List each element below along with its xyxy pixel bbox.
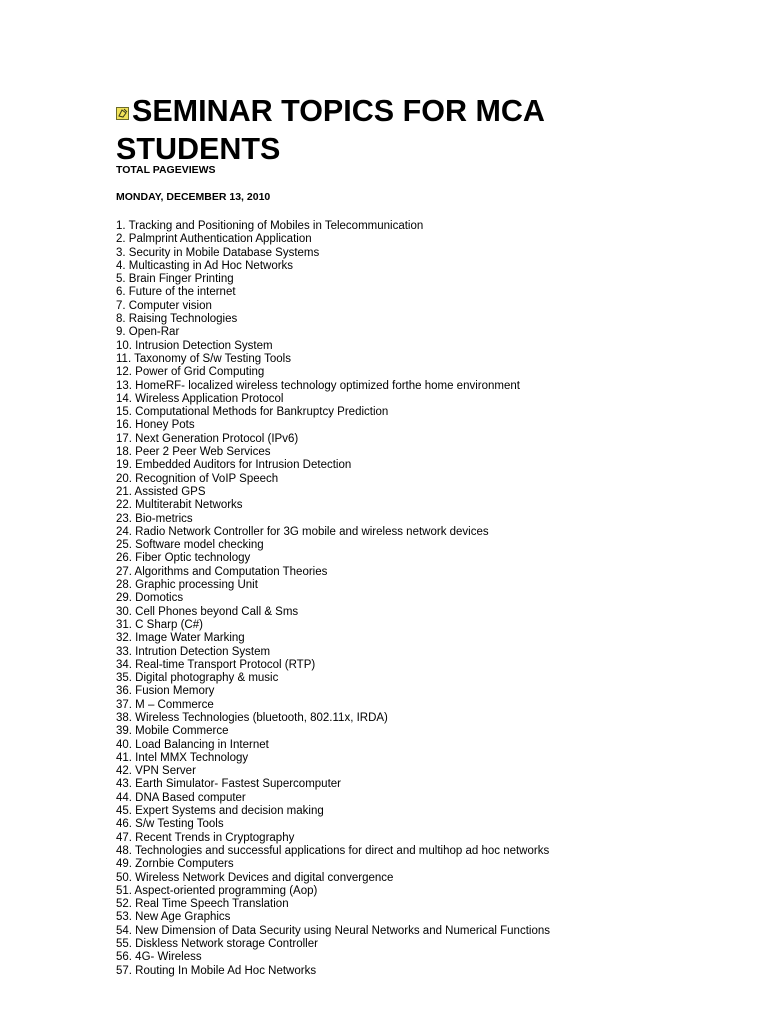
- list-item: 52. Real Time Speech Translation: [116, 898, 289, 911]
- list-item: 8. Raising Technologies: [116, 313, 238, 326]
- list-item: 30. Cell Phones beyond Call & Sms: [116, 605, 299, 618]
- list-item: 39. Mobile Commerce: [116, 725, 229, 738]
- broken-image-icon: [116, 107, 129, 120]
- topic-list: [116, 220, 736, 978]
- list-item: 49. Zornbie Computers: [116, 858, 234, 871]
- list-item: 25. Software model checking: [116, 539, 264, 552]
- list-item: 31. C Sharp (C#): [116, 618, 203, 631]
- list-item: 55. Diskless Network storage Controller: [116, 938, 318, 951]
- list-item: 16. Honey Pots: [116, 419, 195, 432]
- page-title-text: SEMINAR TOPICS FOR MCA STUDENTS: [116, 94, 544, 166]
- list-item: 21. Assisted GPS: [116, 485, 206, 498]
- list-item: 7. Computer vision: [116, 299, 212, 312]
- list-item: 27. Algorithms and Computation Theories: [116, 565, 328, 578]
- list-item: 51. Aspect-oriented programming (Aop): [116, 884, 318, 897]
- list-item: 22. Multiterabit Networks: [116, 499, 243, 512]
- list-item: 44. DNA Based computer: [116, 791, 246, 804]
- list-item: 5. Brain Finger Printing: [116, 273, 234, 286]
- list-item: 10. Intrusion Detection System: [116, 339, 273, 352]
- list-item: 37. M – Commerce: [116, 698, 214, 711]
- list-item: 2. Palmprint Authentication Application: [116, 233, 312, 246]
- list-item: 29. Domotics: [116, 592, 184, 605]
- list-item: 14. Wireless Application Protocol: [116, 392, 284, 405]
- list-item: 18. Peer 2 Peer Web Services: [116, 446, 271, 459]
- list-item: 4. Multicasting in Ad Hoc Networks: [116, 259, 294, 272]
- list-item: 1. Tracking and Positioning of Mobiles in Telecommunication: [116, 220, 424, 232]
- list-item: 9. Open-Rar: [116, 326, 180, 339]
- list-item: 35. Digital photography & music: [116, 672, 279, 685]
- page-title: [116, 92, 716, 168]
- list-item: 56. 4G- Wireless: [116, 951, 202, 964]
- list-item: 6. Future of the internet: [116, 286, 236, 299]
- list-item: 50. Wireless Network Devices and digital convergence: [116, 871, 394, 884]
- list-item: 54. New Dimension of Data Security using Neural Networks and Numerical Functions: [116, 924, 550, 937]
- list-item: 43. Earth Simulator- Fastest Supercomputer: [116, 778, 341, 791]
- list-item: 11. Taxonomy of S/w Testing Tools: [116, 352, 291, 365]
- list-item: 23. Bio-metrics: [116, 512, 193, 525]
- list-item: 48. Technologies and successful applications for direct and multihop ad hoc networks: [116, 844, 550, 857]
- list-item: 57. Routing In Mobile Ad Hoc Networks: [116, 964, 317, 977]
- list-item: 36. Fusion Memory: [116, 685, 215, 698]
- list-item: 26. Fiber Optic technology: [116, 552, 251, 565]
- list-item: 24. Radio Network Controller for 3G mobile and wireless network devices: [116, 525, 489, 538]
- list-item: 20. Recognition of VoIP Speech: [116, 472, 279, 485]
- list-item: 45. Expert Systems and decision making: [116, 805, 324, 818]
- list-item: 40. Load Balancing in Internet: [116, 738, 269, 751]
- list-item: 33. Intrution Detection System: [116, 645, 271, 658]
- total-pageviews-label: TOTAL PAGEVIEWS: [116, 164, 216, 176]
- list-item: 19. Embedded Auditors for Intrusion Detection: [116, 459, 352, 472]
- list-item: 3. Security in Mobile Database Systems: [116, 246, 320, 259]
- list-item: 53. New Age Graphics: [116, 911, 231, 924]
- list-item: 17. Next Generation Protocol (IPv6): [116, 432, 299, 445]
- list-item: 42. VPN Server: [116, 765, 196, 778]
- list-item: 28. Graphic processing Unit: [116, 579, 258, 592]
- list-item: 15. Computational Methods for Bankruptcy Prediction: [116, 406, 389, 419]
- list-item: 13. HomeRF- localized wireless technology optimized forthe home environment: [116, 379, 520, 392]
- list-item: 34. Real-time Transport Protocol (RTP): [116, 658, 316, 671]
- list-item: 46. S/w Testing Tools: [116, 818, 224, 831]
- list-item: 47. Recent Trends in Cryptography: [116, 831, 295, 844]
- list-item: 12. Power of Grid Computing: [116, 366, 265, 379]
- post-date: MONDAY, DECEMBER 13, 2010: [116, 191, 271, 203]
- list-item: 38. Wireless Technologies (bluetooth, 802.11x, IRDA): [116, 711, 388, 724]
- list-item: 32. Image Water Marking: [116, 632, 245, 645]
- list-item: 41. Intel MMX Technology: [116, 751, 249, 764]
